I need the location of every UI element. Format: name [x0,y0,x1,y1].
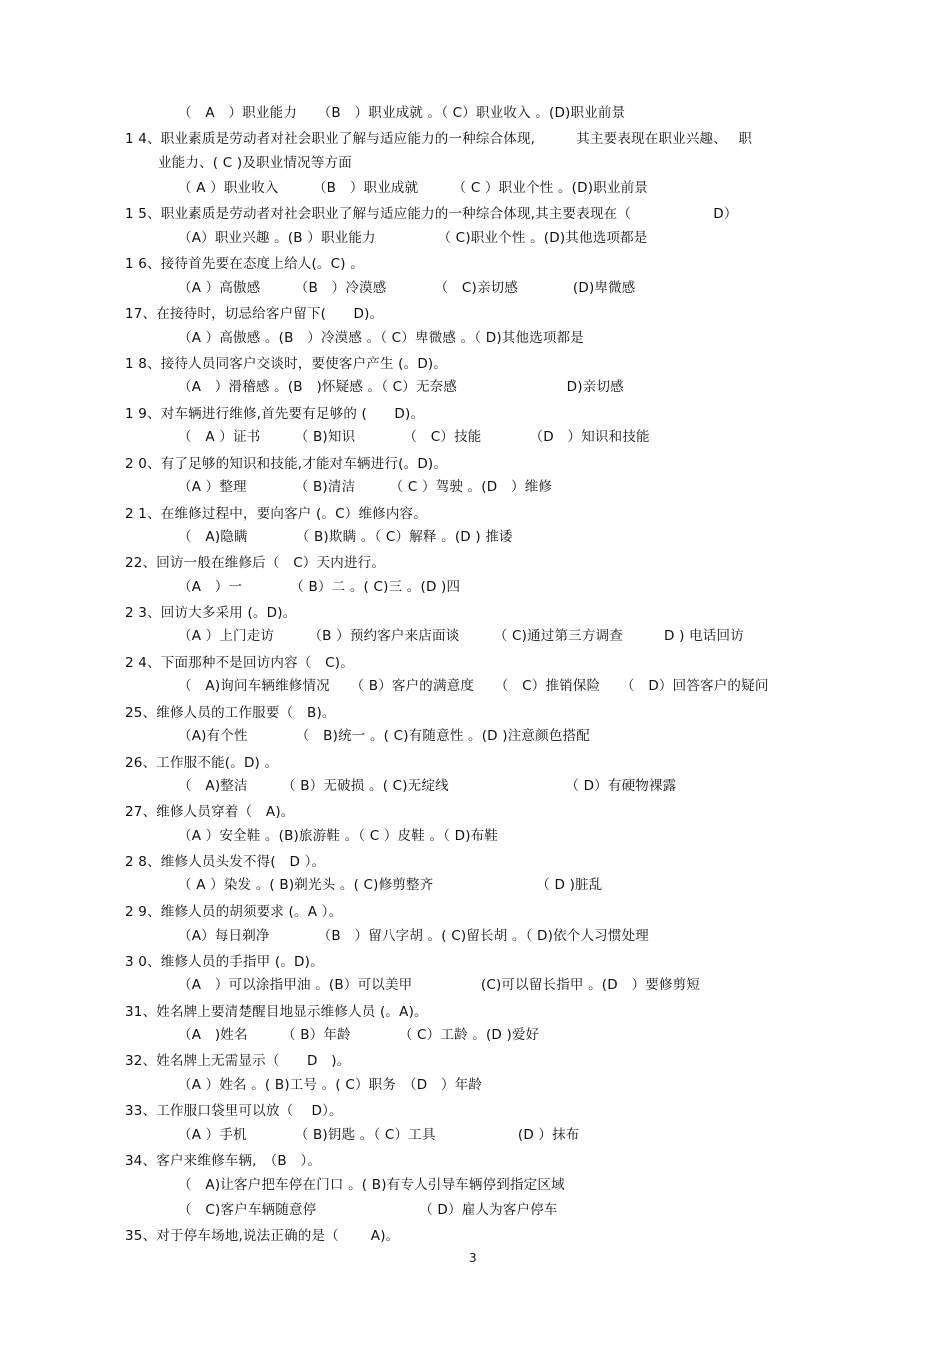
answer-options-34-line1: （ A)让客户把车停在门口 。( B)有专人引导车辆停到指定区域 [178,1177,565,1193]
page-number: 3 [469,1251,477,1265]
question-34: 34、客户来维修车辆, （B ）。 [125,1153,322,1169]
answer-options-29: （A）每日剃净 （B ）留八字胡 。( C)留长胡 。（ D)依个人习惯处理 [178,928,649,944]
question-18: 1 8、接待人员同客户交谈时，要使客户产生 (。D)。 [125,356,448,372]
answer-options-21: （ A)隐瞒 （ B)欺瞒 。（ C）解释 。(D ) 推诿 [178,529,513,545]
question-20: 2 0、有了足够的知识和技能,才能对车辆进行(。D)。 [125,456,448,472]
question-26: 26、工作服不能(。D) 。 [125,755,279,771]
question-25: 25、维修人员的工作服要（ B)。 [125,705,336,721]
question-31: 31、姓名牌上要清楚醒目地显示维修人员 (。A)。 [125,1004,428,1020]
answer-options-14: （ A ）职业收入 （B ）职业成就 （ C ）职业个性 。(D)职业前景 [178,180,649,196]
question-24: 2 4、下面那种不是回访内容（ C)。 [125,655,354,671]
question-33: 33、工作服口袋里可以放（ D）。 [125,1103,343,1119]
answer-options-16: （A ）高傲感 （B ）冷漠感 （ C)亲切感 (D)卑微感 [178,280,636,296]
answer-options-34-line2: （ C)客户车辆随意停 （ D）雇人为客户停车 [178,1202,558,1218]
question-27: 27、维修人员穿着（ A)。 [125,804,295,820]
answer-options-31: （A )姓名 （ B）年龄 （ C）工龄 。(D )爱好 [178,1027,540,1043]
answer-options-32: （A ）姓名 。( B)工号 。( C）职务 （D ）年龄 [178,1077,483,1093]
question-16: 1 6、接待首先要在态度上给人(。C) 。 [125,256,364,272]
question-14-continued: 业能力、( C )及职业情况等方面 [158,155,352,171]
question-22: 22、回访一般在维修后（ C）天内进行。 [125,555,386,571]
question-15: 1 5、职业素质是劳动者对社会职业了解与适应能力的一种综合体现,其主要表现在（ D） [125,206,738,222]
question-21: 2 1、在维修过程中，要向客户 (。C）维修内容。 [125,506,427,522]
answer-options-13: （ A ）职业能力 （B ）职业成就 。（ C）职业收入 。(D)职业前景 [178,105,626,121]
answer-options-24: （ A)询问车辆维修情况 （ B）客户的满意度 （ C）推销保险 （ D）回答客户的疑问 [178,678,769,694]
answer-options-30: （A ）可以涂指甲油 。(B）可以美甲 (C)可以留长指甲 。(D ）要修剪短 [178,977,701,993]
answer-options-17: （A ）高傲感 。(B ）冷漠感 。（ C）卑微感 。（ D)其他选项都是 [178,330,584,346]
answer-options-19: （ A ）证书 （ B)知识 （ C）技能 （D ）知识和技能 [178,429,650,445]
answer-options-25: （A)有个性 （ B)统一 。( C)有随意性 。(D )注意颜色搭配 [178,728,590,744]
answer-options-18: （A ）滑稽感 。(B )怀疑感 。（ C）无奈感 D)亲切感 [178,379,624,395]
question-35: 35、对于停车场地,说法正确的是（ A)。 [125,1228,400,1244]
question-19: 1 9、对车辆进行维修,首先要有足够的 ( D)。 [125,406,425,422]
question-29: 2 9、维修人员的胡须要求 (。A ）。 [125,904,343,920]
answer-options-22: （A ）一 （ B）二 。( C)三 。(D )四 [178,579,461,595]
question-30: 3 0、维修人员的手指甲 (。D)。 [125,954,324,970]
answer-options-15: （A）职业兴趣 。(B ）职业能力 （ C)职业个性 。(D)其他选项都是 [178,230,648,246]
answer-options-27: （A ）安全鞋 。(B)旅游鞋 。（ C ）皮鞋 。（ D)布鞋 [178,828,499,844]
answer-options-20: （A ）整理 （ B)清洁 （ C ）驾驶 。(D ）维修 [178,479,553,495]
answer-options-33: （A ）手机 （ B)钥匙 。（ C）工具 (D ）抹布 [178,1127,580,1143]
question-28: 2 8、维修人员头发不得( D ）。 [125,854,326,870]
question-32: 32、姓名牌上无需显示（ D )。 [125,1053,351,1069]
answer-options-28: （ A ）染发 。( B)剃光头 。( C)修剪整齐 （ D )脏乱 [178,877,603,893]
question-14: 1 4、职业素质是劳动者对社会职业了解与适应能力的一种综合体现, 其主要表现在职业兴趣、 职 [125,131,753,147]
question-23: 2 3、回访大多采用 (。D)。 [125,605,297,621]
answer-options-23: （A ）上门走访 （B ）预约客户来店面谈 （ C)通过第三方调查 D ) 电话回访 [178,628,744,644]
answer-options-26: （ A)整洁 （ B）无破损 。( C)无绽线 （ D）有硬物裸露 [178,778,677,794]
question-17: 17、在接待时，切忌给客户留下( D)。 [125,306,384,322]
